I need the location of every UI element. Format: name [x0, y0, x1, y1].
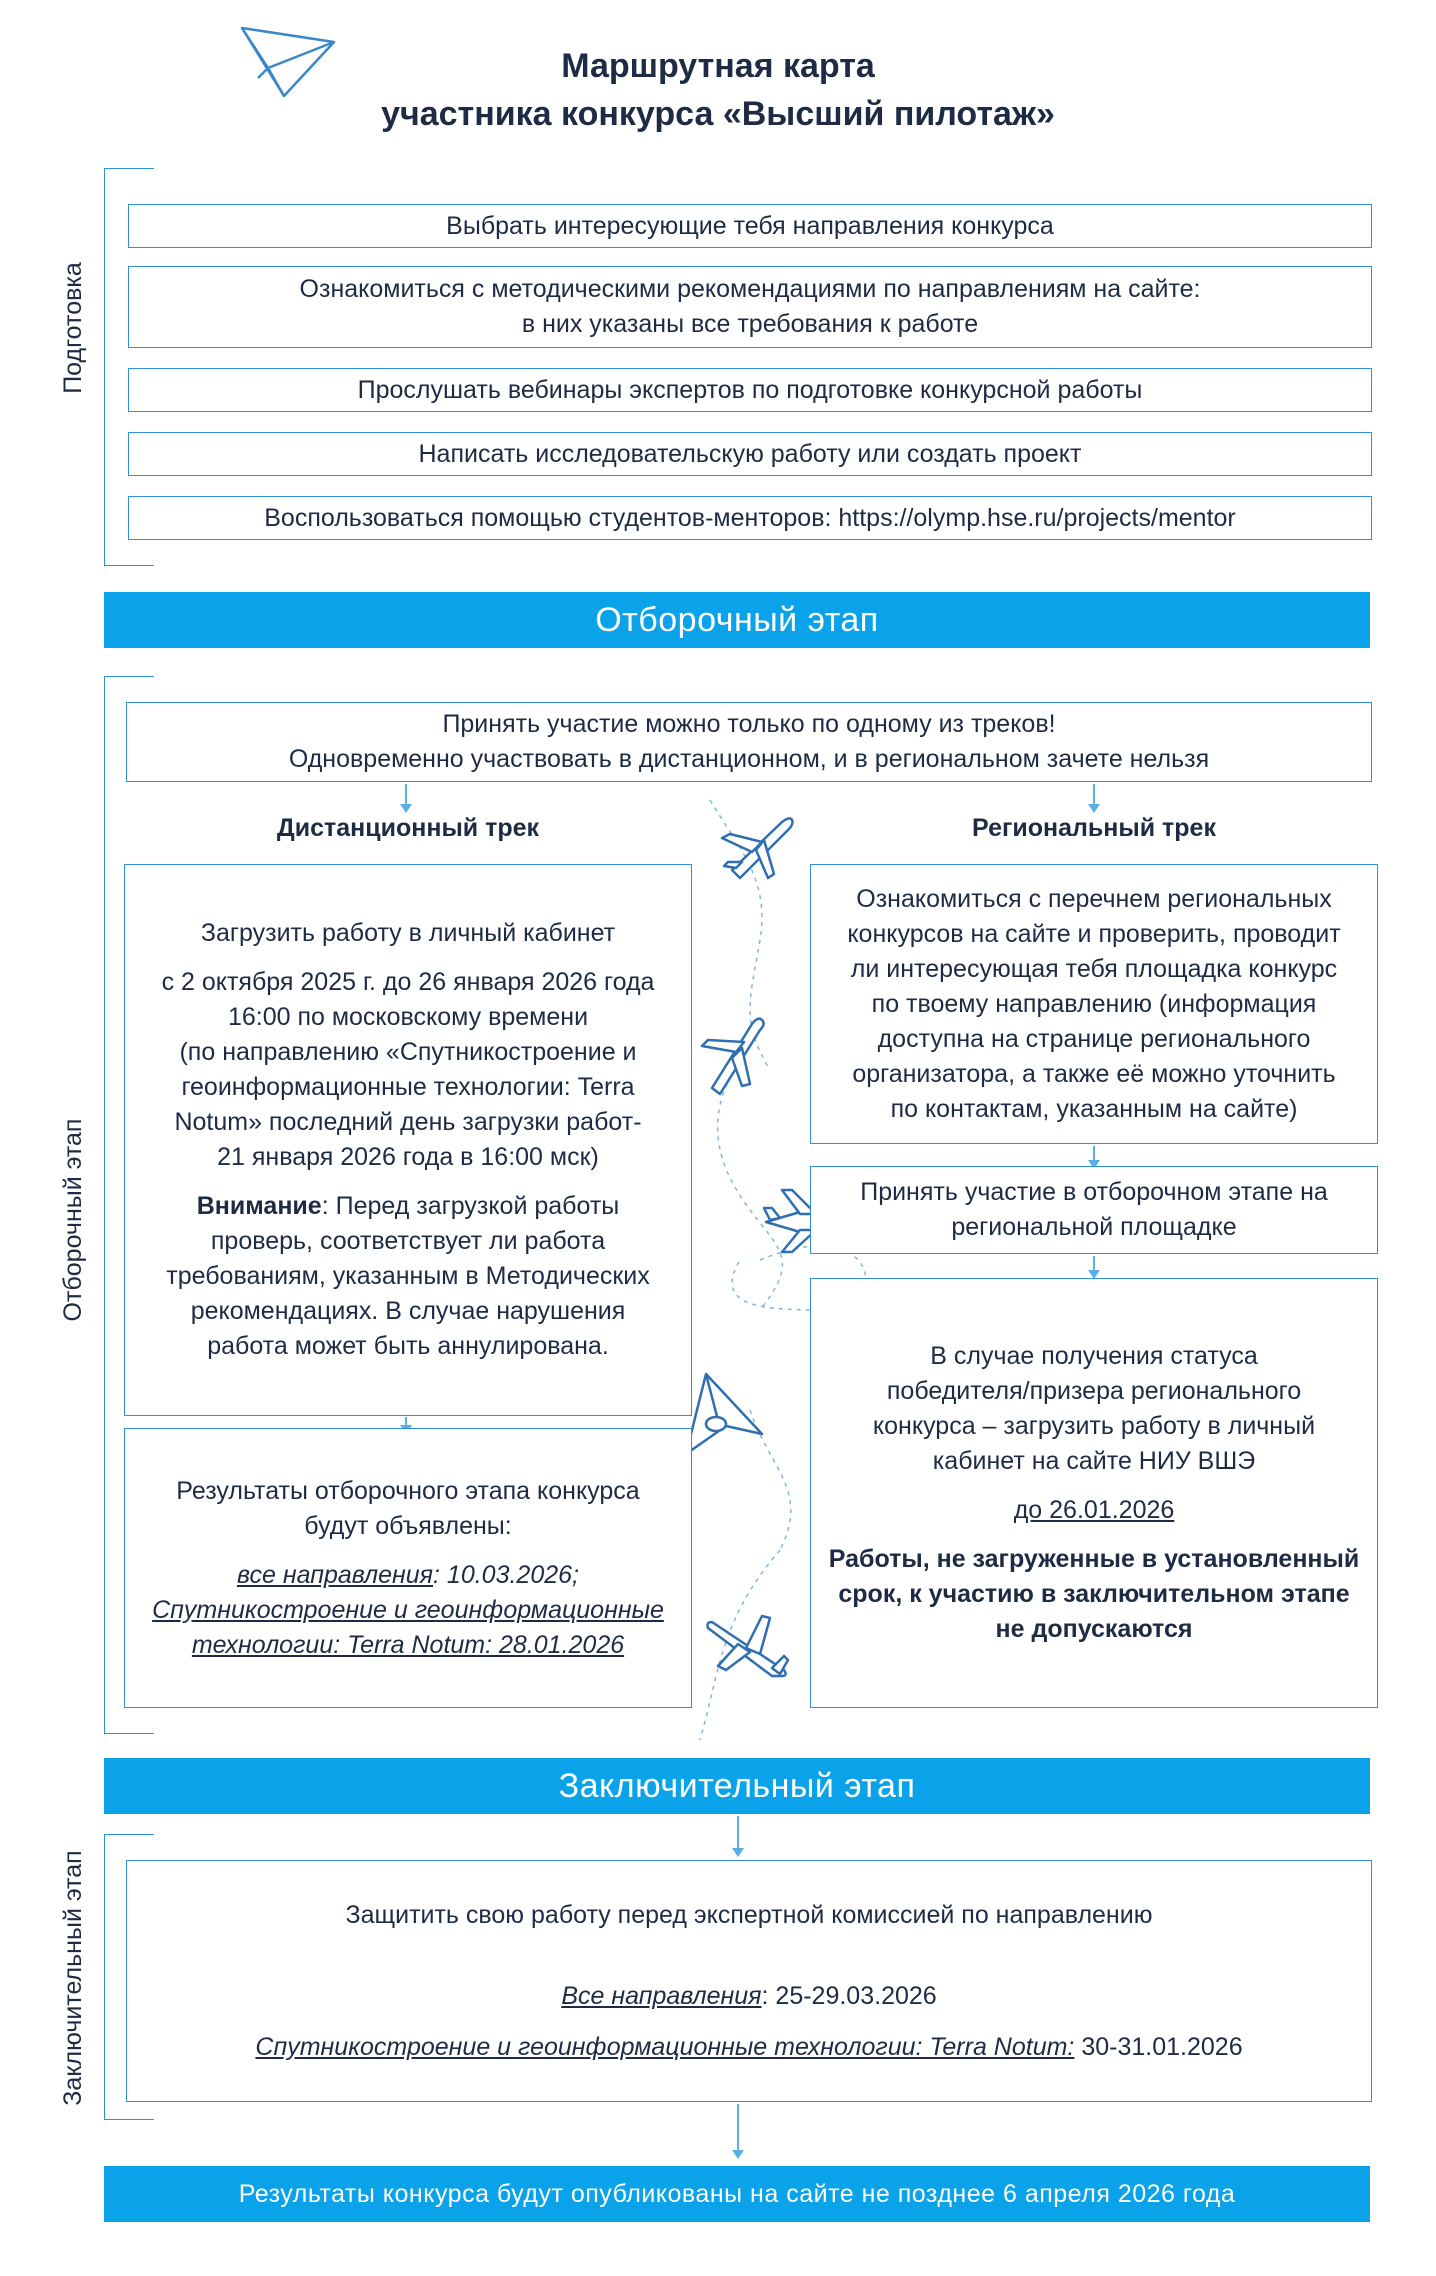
preparation-label: Подготовка	[59, 262, 87, 394]
regional-track-title: Региональный трек	[972, 814, 1216, 842]
prep-step-1	[128, 204, 1372, 248]
distance-upload-box	[124, 864, 692, 1416]
regional-step3-line: победителя/призера регионального	[886, 1377, 1302, 1405]
distance-upload-line: геоинформационные технологии: Terra	[181, 1073, 635, 1101]
regional-step2-line: Принять участие в отборочном этапе на	[860, 1178, 1328, 1206]
results-sat-line2: технологии: Terra Notum: 28.01.2026	[191, 1630, 625, 1659]
prep-step-4	[128, 432, 1372, 476]
distance-results-box	[124, 1428, 692, 1708]
prep-step-3-text: Прослушать вебинары экспертов по подготовке конкурсной работы	[357, 375, 1143, 404]
regional-deadline: до 26.01.2026	[1013, 1496, 1175, 1524]
regional-step1-line: ли интересующая тебя площадка конкурс	[850, 954, 1338, 983]
distance-upload-line: с 2 октября 2025 г. до 26 января 2026 года	[161, 968, 655, 996]
prep-step-2-text-line1: Ознакомиться с методическими рекомендациями по направлениям на сайте:	[299, 275, 1201, 303]
track-notice-line2: Одновременно участвовать в дистанционном, и в региональном зачете нельзя	[288, 745, 1210, 773]
final-all-label: Все направления	[561, 1981, 762, 2010]
attention-text: проверь, соответствует ли работа	[210, 1227, 606, 1255]
regional-warning-line: не допускаются	[995, 1615, 1193, 1643]
regional-step3-line: конкурса – загрузить работу в личный	[872, 1412, 1316, 1440]
prep-step-2	[128, 266, 1372, 348]
attention-text: работа может быть аннулирована.	[207, 1332, 609, 1360]
distance-upload-line: 21 января 2026 года в 16:00 мск)	[217, 1143, 599, 1171]
regional-warning-line: срок, к участию в заключительном этапе	[838, 1580, 1350, 1608]
final-all-line	[561, 1979, 936, 2014]
regional-step1-line: доступна на странице регионального	[877, 1024, 1311, 1053]
attention-label: Внимание	[196, 1192, 322, 1220]
final-banner: Заключительный этап	[104, 1758, 1370, 1814]
prep-step-5	[128, 496, 1372, 540]
results-line: будут объявлены:	[304, 1511, 512, 1540]
attention-text: рекомендациях. В случае нарушения	[190, 1297, 626, 1325]
distance-upload-line: Notum» последний день загрузки работ-	[174, 1108, 642, 1136]
qualifying-banner: Отборочный этап	[104, 592, 1370, 648]
distance-upload-line: (по направлению «Спутникостроение и	[179, 1038, 637, 1066]
regional-step-3	[810, 1278, 1378, 1708]
results-all-label: все направления	[236, 1560, 434, 1589]
regional-step1-line: организатора, а также её можно уточнить	[852, 1059, 1336, 1088]
final-sat-value: 30-31.01.2026	[1074, 2032, 1243, 2061]
results-all-value: : 10.03.2026;	[433, 1560, 579, 1589]
results-sat-line1: Спутникостроение и геоинформационные	[152, 1595, 664, 1624]
results-line: Результаты отборочного этапа конкурса	[176, 1476, 640, 1505]
regional-step-2	[810, 1166, 1378, 1254]
plane-icon	[694, 1012, 774, 1102]
plane-icon	[702, 1608, 792, 1688]
page-title-line1: Маршрутная карта	[561, 47, 875, 85]
attention-text: требованиям, указанным в Методических	[166, 1262, 650, 1290]
page-title-line2: участника конкурса «Высший пилотаж»	[381, 95, 1055, 133]
regional-step1-line: по твоему направлению (информация	[871, 989, 1317, 1018]
results-all-line	[237, 1558, 579, 1593]
regional-step1-line: по контактам, указанным на сайте)	[890, 1094, 1298, 1123]
distance-upload-line: 16:00 по московскому времени	[227, 1003, 589, 1031]
distance-attention-line1	[197, 1189, 620, 1224]
results-banner: Результаты конкурса будут опубликованы на сайте не позднее 6 апреля 2026 года	[104, 2166, 1370, 2222]
regional-step2-line: региональной площадке	[951, 1213, 1237, 1241]
prep-step-3	[128, 368, 1372, 412]
track-notice	[126, 702, 1372, 782]
regional-step-1	[810, 864, 1378, 1144]
prep-step-2-text-line2: в них указаны все требования к работе	[521, 310, 979, 338]
qualifying-label: Отборочный этап	[59, 1118, 87, 1322]
regional-step3-line: кабинет на сайте НИУ ВШЭ	[932, 1447, 1256, 1475]
prep-step-1-text: Выбрать интересующие тебя направления конкурса	[446, 211, 1054, 240]
prep-step-5-text: Воспользоваться помощью студентов-менторов: https://olymp.hse.ru/projects/mentor	[264, 503, 1236, 532]
regional-step1-line: Ознакомиться с перечнем региональных	[856, 884, 1332, 913]
track-notice-line1: Принять участие можно только по одному из треков!	[442, 710, 1056, 738]
prep-step-4-text: Написать исследовательскую работу или создать проект	[418, 439, 1082, 468]
final-defend-text: Защитить свою работу перед экспертной комиссией по направлению	[345, 1900, 1153, 1929]
regional-warning-line: Работы, не загруженные в установленный	[828, 1545, 1360, 1573]
final-defend-box	[126, 1860, 1372, 2102]
attention-text: : Перед загрузкой работы	[321, 1192, 620, 1220]
plane-icon	[712, 808, 802, 888]
regional-step3-line: В случае получения статуса	[930, 1342, 1258, 1370]
final-all-value: : 25-29.03.2026	[761, 1981, 937, 2010]
final-label: Заключительный этап	[59, 1850, 87, 2106]
distance-track-title: Дистанционный трек	[276, 814, 540, 842]
final-sat-label: Спутникостроение и геоинформационные технологии: Terra Notum:	[255, 2032, 1075, 2061]
final-sat-line	[255, 2030, 1242, 2065]
regional-step1-line: конкурсов на сайте и проверить, проводит	[847, 919, 1341, 948]
distance-upload-title: Загрузить работу в личный кабинет	[200, 919, 616, 947]
